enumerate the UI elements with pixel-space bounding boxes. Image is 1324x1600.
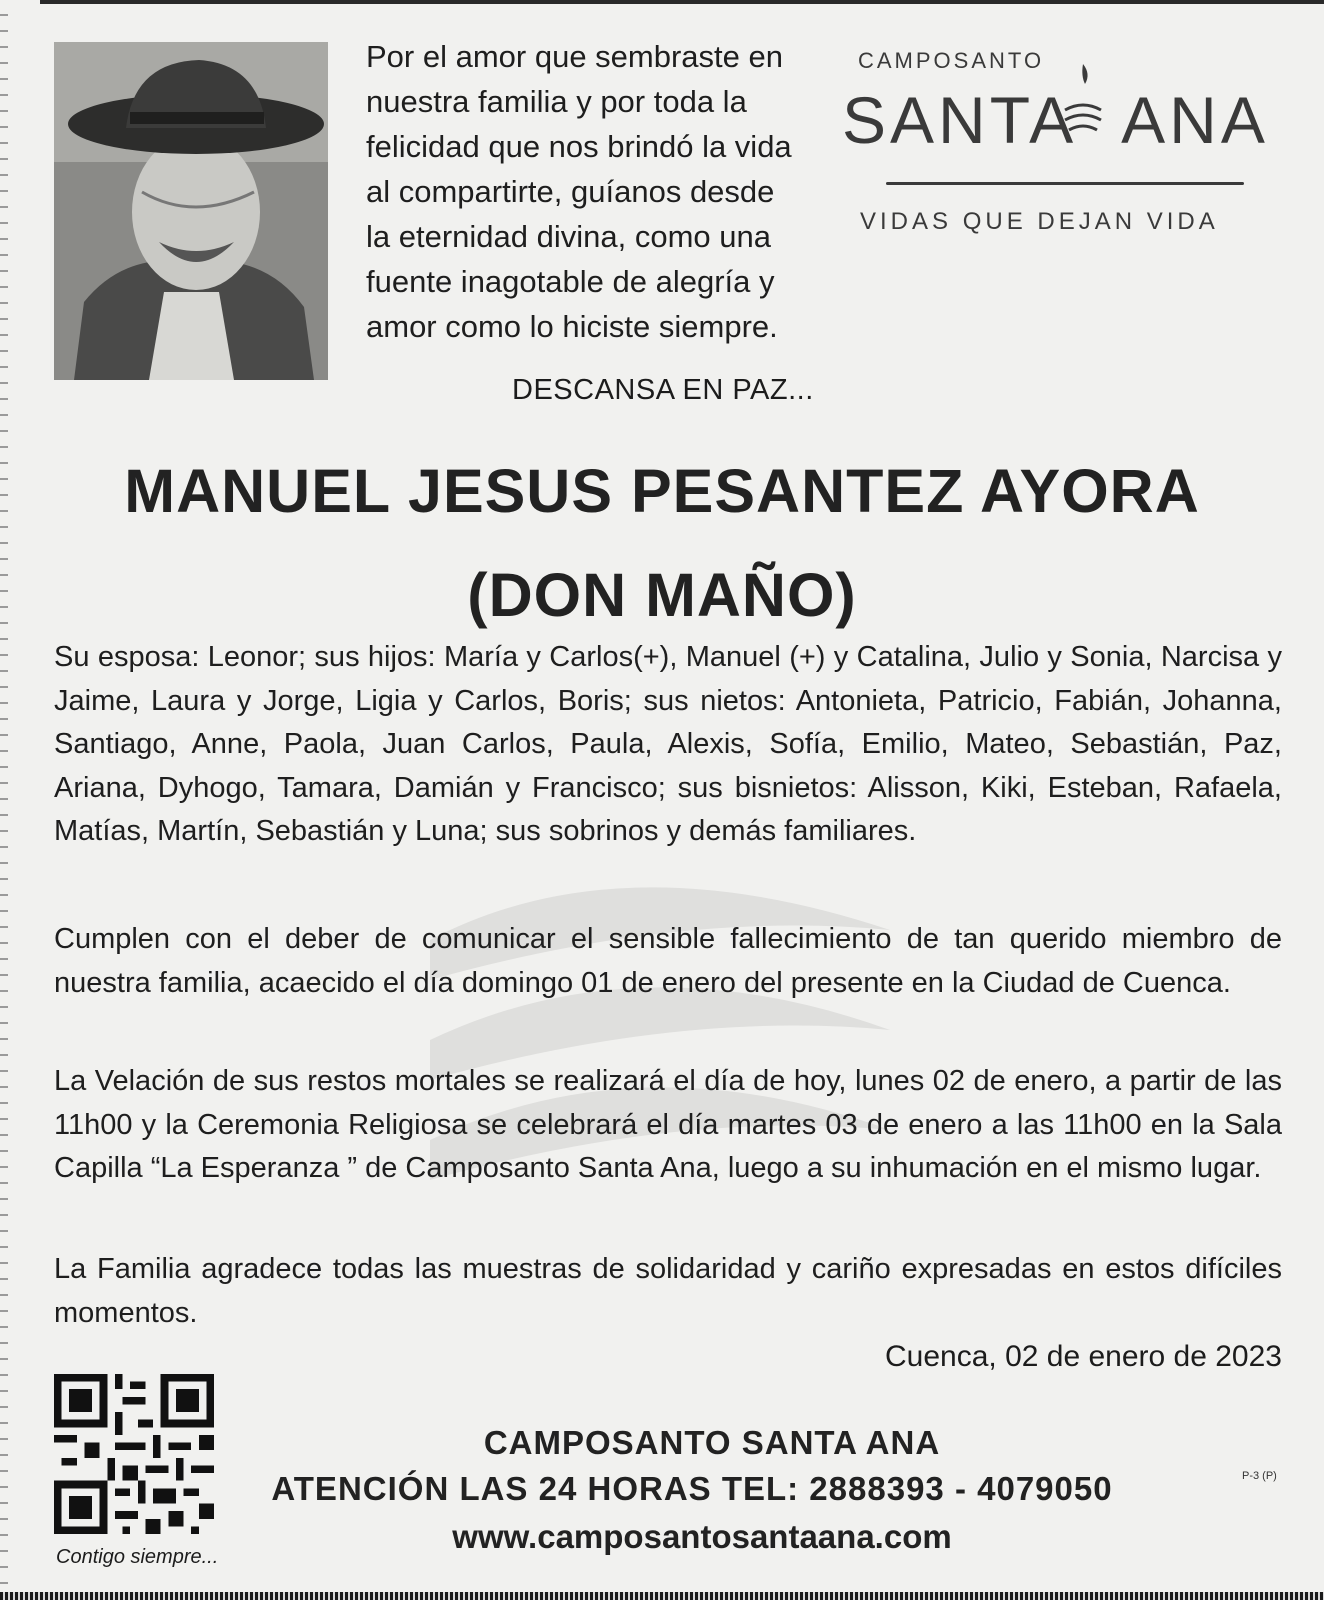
- date-line: Cuenca, 02 de enero de 2023: [885, 1340, 1282, 1373]
- poem-line: felicidad que nos brindó la vida: [366, 129, 792, 164]
- ceremony-paragraph: La Velación de sus restos mortales se realizará el día de hoy, lunes 02 de enero, a partir de las 11h00 y la Ceremonia Religiosa se celebrará el día martes 03 de enero a las 11h00 en la Sala Capilla “La Esperanza ” de Camposanto Santa Ana, luego a su inhumación en el mismo lugar.: [54, 1065, 1282, 1184]
- camposanto-logo: [836, 40, 1276, 250]
- qr-caption: Contigo siempre...: [56, 1546, 219, 1568]
- footer-company-name: CAMPOSANTO SANTA ANA: [483, 1424, 941, 1461]
- poem-line: fuente inagotable de alegría y: [366, 264, 775, 299]
- left-edge-perforation: [0, 0, 8, 1600]
- deceased-name: MANUEL JESUS PESANTEZ AYORA: [124, 457, 1200, 525]
- portrait-photo: [54, 42, 328, 380]
- logo-main-text: [842, 82, 1269, 158]
- footer-website-link[interactable]: www.camposantosantaana.com: [452, 1518, 952, 1555]
- logo-tagline: VIDAS QUE DEJAN VIDA: [860, 208, 1219, 235]
- footer-phone-line: ATENCIÓN LAS 24 HORAS TEL: 2888393 - 4079050: [271, 1470, 1113, 1507]
- announcement-paragraph: Cumplen con el deber de comunicar el sensible fallecimiento de tan querido miembro de nuestra familia, acaecido el día domingo 01 de enero del presente en la Ciudad de Cuenca.: [54, 923, 1282, 999]
- poem-line: Por el amor que sembraste en: [366, 39, 783, 74]
- poem-line: amor como lo hiciste siempre.: [366, 309, 778, 344]
- thanks-paragraph: La Familia agradece todas las muestras de solidaridad y cariño expresadas en estos difíciles momentos.: [54, 1253, 1282, 1329]
- deceased-nickname: (DON MAÑO): [467, 561, 857, 629]
- flame-wave-icon: [1063, 60, 1103, 150]
- poem-text: [366, 34, 816, 349]
- top-rule: [40, 0, 1324, 4]
- ad-code: P-3 (P): [1242, 1470, 1277, 1482]
- family-paragraph: Su esposa: Leonor; sus hijos: María y Carlos(+), Manuel (+) y Catalina, Julio y Sonia, Narcisa y Jaime, Laura y Jorge, Ligia y Carlos, Boris; sus nietos: Antonieta, Patricio, Fabián, Johanna, Santiago, Anne, Paola, Juan Carlos, Paula, Alexis, Sofía, Emilio, Mateo, Sebastián, Paz, Ariana, Dyhogo, Tamara, Damián y Francisco; sus bisnietos: Alisson, Kiki, Esteban, Rafaela, Matías, Martín, Sebastián y Luna; sus sobrinos y demás familiares.: [54, 641, 1282, 847]
- logo-top-text: CAMPOSANTO: [858, 48, 1045, 73]
- rest-in-peace-text: DESCANSA EN PAZ...: [512, 374, 814, 406]
- logo-divider: [886, 182, 1244, 185]
- poem-line: la eternidad divina, como una: [366, 219, 771, 254]
- bottom-rule: [0, 1592, 1324, 1600]
- logo-main-left: SANTA: [842, 83, 1078, 157]
- logo-main-right: ANA: [1121, 83, 1269, 157]
- poem-line: nuestra familia y por toda la: [366, 84, 747, 119]
- poem-line: al compartirte, guíanos desde: [366, 174, 775, 209]
